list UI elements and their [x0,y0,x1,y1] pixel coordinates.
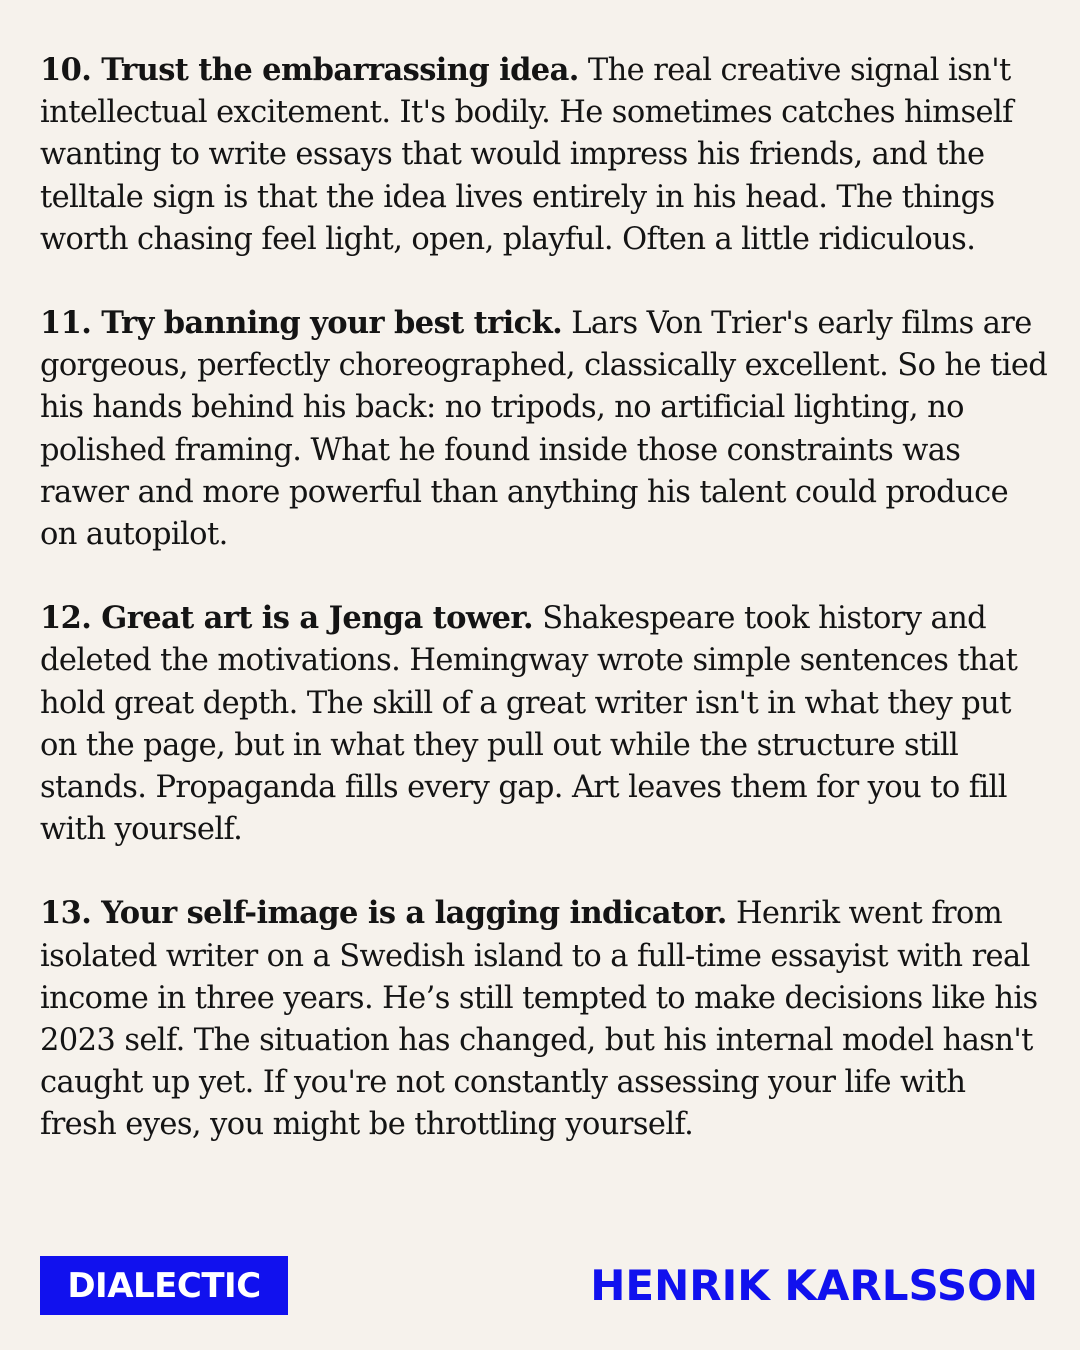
author-name: HENRIK KARLSSON [590,1261,1038,1310]
lesson-12 [40,597,1050,851]
lesson-12-heading: 12. Great art is a Jenga tower. [40,600,534,637]
lesson-10 [40,49,1050,261]
lesson-13 [40,892,1050,1146]
dialectic-logo [40,1256,288,1315]
lesson-11-body: Lars Von Trier's early films are gorgeous, perfectly choreographed, classically excellent. So he tied his hands behind his back: no tripods, no artificial lighting, no polished framing. What he found inside those constraints was rawer and more powerful than anything his talent could produce on autopilot. [40,306,1048,553]
lesson-11 [40,302,1050,556]
dialectic-logo-text: DIALECTIC [67,1265,261,1306]
lesson-11-heading: 11. Try banning your best trick. [40,305,563,342]
lesson-10-body: The real creative signal isn't intellectual excitement. It's bodily. He sometimes catches himself wanting to write essays that would impress his friends, and the telltale sign is that the idea lives entirely in his head. The things worth chasing feel light, open, playful. Often a little ridiculous. [40,53,1013,257]
lesson-13-body: Henrik went from isolated writer on a Swedish island to a full-time essayist with real income in three years. He’s still tempted to make decisions like his 2023 self. The situation has changed, but his internal model hasn't caught up yet. If you're not constantly assessing your life with fresh eyes, you might be throttling yourself. [40,896,1038,1143]
lesson-12-body: Shakespeare took history and deleted the motivations. Hemingway wrote simple sentences that hold great depth. The skill of a great writer isn't in what they put on the page, but in what they pull out while the structure still stands. Propaganda fills every gap. Art leaves them for you to fill with yourself. [40,601,1018,848]
lesson-10-heading: 10. Trust the embarrassing idea. [40,52,579,88]
lesson-13-heading: 13. Your self-image is a lagging indicator. [40,895,727,932]
article-body [40,49,1050,1188]
